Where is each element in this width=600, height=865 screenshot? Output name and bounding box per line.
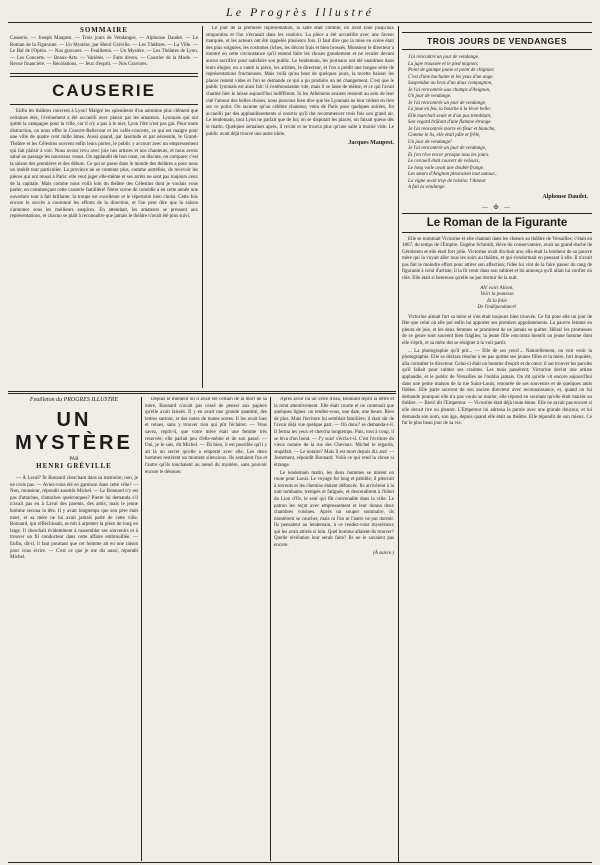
vendanges-title: TROIS JOURS DE VENDANGES (427, 36, 567, 46)
feuilleton-text-2 (145, 397, 267, 476)
feuilleton-rule-top-2 (8, 393, 396, 394)
column-2-upper (206, 26, 394, 388)
poem-line: A fait la vendange. (408, 185, 446, 190)
causerie-heading (10, 76, 198, 105)
poem-stanza (408, 159, 592, 172)
feuilleton-column-1 (10, 397, 138, 861)
poem-line: Le long voile avait une double frange. (408, 165, 485, 171)
figurante-text-3 (402, 349, 592, 428)
poem-line: Et j'en rêve encor presque tous les jours. (408, 152, 490, 158)
masthead-title: Le Progrès Illustré (226, 5, 374, 19)
sommaire-title: SOMMAIRE (79, 26, 129, 34)
column-divider-1 (202, 26, 203, 388)
poem-line: Elle marchait seule et d'un pas tremblant, (408, 113, 492, 119)
causerie-title: CAUSERIE (52, 80, 156, 100)
poem-line: J'ai rencontré un jour de vendange, (408, 55, 480, 60)
feuilleton-paragraph-1: — À Laval? fit Bonnard cherchant dans sa mémoire; non, je ne crois pas. — Aviez-vous été en garnison dans cette ville? — Non, monsieur, répondit aussitôt Michel. — Le Bonnard n'y est pas d'attaches, d'attaches quelconques? Pierre lui demanda s'il n'avait pas eu à Laval des parents, des amis; mais le jeune homme secoua la tête. Il y avait longtemps que son père était mort, et sa mère ne lui avait jamais parlé de cette ville. Bonnard, qui réfléchissait, se mit à arpenter la pièce de long en large. Il cherchait évidemment à rassembler ses souvenirs et à trouver un fil conducteur dans cette affaire embrouillée. — Enfin, dit-il, il faut pourtant que cet homme ait eu une raison pour vous écrire. — C'est ce que je me dis aussi, répondit Michel. (10, 476, 138, 561)
poem-line: Point de guimpe jaune et point de chignon: (408, 68, 495, 73)
feuilleton-divider-2 (270, 397, 271, 861)
sommaire-text: Causerie. — Joseph Maupest. — Trois jours de Vendanges. — Alphonse Daudet. — Le Roman de la Figurante. — Un Mystère, par Henri Gréville. — Les Théâtres. — La Ville. — Le Bal de l'Opéra. — Nos gravures. — Feuilleton. — Un Mystère. — Les Théâtres de Lyon. — Les Concerts. — Beaux-Arts. — Variétés. — Faits divers. — Courrier de la Mode. — Revue financière. — Récréations. — Jeux d'esprit. — Nos Gravures. (10, 36, 198, 68)
vendanges-signature: Alphonse Daudet. (542, 193, 588, 200)
feuilleton-paragraph-2: Depuis le moment où il avait été certain de la mort de sa mère, Bonnard n'avait pas cessé de penser aux papiers qu'elle avait laissés. Il y en avait une grande quantité, des lettres surtout, et des notes de toutes sortes. Il les avait lues et relues, sans y trouver rien qui pût l'éclairer. — Vous savez, reprit-il, que votre mère était une femme très réservée; elle parlait peu d'elle-même et de son passé. — Oui, je le sais, dit Michel. — Eh bien, il est possible qu'il y ait là un secret qu'elle a emporté avec elle. Les deux hommes restèrent un moment silencieux. Ils sentaient l'un et l'autre qu'ils touchaient au nœud du mystère, sans pouvoir encore le dénouer. (145, 397, 267, 475)
vendanges-poem (402, 55, 592, 192)
poem-line: Les sœurs d'Avignon pleuraient tout autour... (408, 172, 498, 177)
poem-line: Suspendue au bras d'un doux compagnon, (408, 81, 493, 86)
poem-line: Son regard brûlant d'une flamme étrange. (408, 120, 492, 125)
poem-stanza (408, 146, 592, 159)
figurante-quote: Ah! voici Alison, Voici la jeunesse Et la folie De l'indépendance! (477, 285, 517, 311)
figurante-heading (402, 213, 592, 233)
feuilleton-text-4 (274, 471, 394, 550)
feuilleton-text-3 (274, 397, 394, 470)
poem-line: Comme le lis, elle était pâle et frêle, (408, 133, 481, 138)
page-bottom-rule (8, 862, 592, 863)
feuilleton-column-3 (274, 397, 394, 861)
feuilleton-rule-top (8, 391, 396, 392)
poem-line: Je l'ai rencontrée un jour de vendange, (408, 146, 487, 151)
figurante-paragraph-2: Victorine aimait fort sa mère et s'en était toujours bien trouvée. Ce fut pour elle un jour de fête que celui où elle put enfin lui apporter ses premiers appointements. La pauvre femme en pleura de joie, et les deux femmes se promirent de ne jamais se quitter. Hélas! les promesses de ce genre sont souvent bien fragiles; la jeune fille rencontra bientôt un jeune homme dont elle s'éprit, et sa mère dut se résigner à la voir partir. (402, 314, 592, 347)
figurante-paragraph-3: ... La photographie qu'il prit... — Elle de ses yeux!... Naturellement, on voit venir la photographie. Elle se déclara résolue à ne pas quitter ses jeunes filles et la mère, fort inquiète, alla consulter le directeur. Celui-ci était un homme d'esprit et de cœur; il sut trouver les paroles qu'il fallait pour calmer ses craintes. Les mois passèrent; Victorine devint une artiste applaudie, et le public de Versailles ne l'oublia jamais. On dit qu'elle vit encore aujourd'hui dans une petite maison de la rue Saint-Louis, entourée de ses souvenirs et de quelques amis fidèles. Elle parle souvent de son ancien directeur avec reconnaissance, et, quand on lui demande pourquoi elle n'a pas voulu se marier, elle répond en souriant qu'elle était mariée au théâtre. — Bien! dit l'Empereur. — Victorine était déjà toute émue. Elle ne savait pas encore si elle devait rire ou pleurer. L'Empereur lui adressa la parole avec une grande douceur, et lui demanda son nom, son âge, depuis quand elle était au théâtre. Elle répondit de son mieux. Ce fut le plus beau jour de sa vie. (402, 348, 592, 427)
poem-line: C'est d'une bachante et les yeux d'un ange. (408, 74, 494, 80)
poem-stanza (408, 172, 592, 192)
feuilleton-continued: (À suivre.) (373, 550, 394, 556)
causerie-continued-paragraph: Le jour de la première représentation, la salle était comble; on avait loué jusqu'aux strapontins et l'on s'écrasait dans les couloirs. La pièce a été accueillie avec une faveur marquée, et les acteurs ont été rappelés plusieurs fois. Il faut dire que la mise en scène était des plus soignées, les costumes riches, les décors frais et bien brossés. Monsieur le directeur a montré en cette circonstance qu'il entend faire les choses grandement et ne reculer devant aucun sacrifice pour satisfaire son public. Le lendemain, les journaux ont été unanimes dans leurs éloges; on a vanté la pièce, les artistes, le directeur, et l'on a prédit une longue série de représentations fructueuses. Mais voilà qu'au bout de quelques jours, la recette baisse; les places restent vides et l'on se demande ce qui a pu produire un tel changement. C'est que le public lyonnais est ainsi fait: il s'enthousiasme vite, mais il se lasse de même, et ce qui l'avait charmé hier le laisse aujourd'hui indifférent. Si les Athéniens avaient ressenti au sein de leur cité l'amour des belles choses, nous pouvons bien dire que les Lyonnais ne leur cèdent en rien sur ce point. On raconte qu'un célèbre chanteur, venu de Paris pour quelques soirées, fut accueilli par des applaudissements si nourris qu'il dut recommencer trois fois son grand air. Le lendemain, tout Lyon ne parlait que de lui; on se disputait les places, on faisait queue dès le matin. Quelques semaines après, il revint et ne trouva plus qu'une salle à moitié vide. Le public avait déjà trouvé une autre idole. (206, 26, 394, 137)
poem-stanza (408, 81, 592, 101)
feuilleton-column-2 (145, 397, 267, 861)
poem-line: Je l'ai rencontrée aux champs d'Avignon, (408, 87, 491, 93)
poem-stanza (408, 101, 592, 127)
feuilleton-label: Feuilleton du PROGRÈS ILLUSTRÉ (29, 397, 119, 403)
feuilleton-divider-1 (141, 397, 142, 861)
poem-line: Le cercueil était couvert de velours, (408, 159, 480, 164)
column-divider-2 (398, 26, 399, 862)
feuilleton-paragraph-4: Le lendemain matin, les deux hommes se mirent en route pour Laval. Le voyage fut long et pénible; il pleuvait à torrents et les chemins étaient défoncés. Ils arrivèrent à la nuit tombante, trempés et fatigués, et descendirent à l'hôtel du Lion d'Or, le seul qui fût convenable dans la ville. Le patron les reçut avec empressement et leur donna deux chambres voisines. Après un souper sommaire, ils montèrent se coucher, mais ni l'un ni l'autre ne put dormir. Ils pensaient au lendemain, à ce rendez-vous mystérieux qui les avait attirés si loin. Quel homme allaient-ils trouver? Quelle révélation leur serait faite? Ils ne le savaient pas encore. (274, 470, 394, 549)
causerie-signature: Jacques Maupest. (348, 140, 394, 147)
poem-line: Je l'ai rencontrée un jour de vendange, (408, 100, 487, 106)
masthead-rule (8, 22, 592, 23)
poem-line: Un jour de vendange! (408, 139, 452, 145)
column-1-upper (10, 26, 198, 388)
masthead (0, 0, 600, 22)
feuilleton-author: HENRI GRÉVILLE (36, 462, 112, 470)
causerie-text (10, 109, 198, 221)
causerie-paragraph: Enfin les théâtres rouvrent à Lyon! Malgré les splendeurs d'un automne plus clément que certaines étés, l'événement a été accueilli avec plaisir par les amateurs. Lyonnais qui ont quitté la campagne pour la ville, car il n'y a pas à le nier, Lyon l'été n'est pas gai. Pour toute distraction, on nous offre le Concert-Bellecour et les cafés-concerts, ce qui est maigre pour une ville de quatre cent mille âmes. Aussi quand, par lassitude et par nécessité, le Grand-Théâtre et les Célestins ouvrent enfin leurs portes, le public y accourt avec un empressement qui fait plaisir à voir. Nous avons revu avec joie nos artistes et nos chanteurs, et nous avons salué au passage les nouveaux venus. On applaudit de bon cœur, on discute, on compare; c'est la saison des premières et des débuts. Ce qui se passe dans le monde des théâtres a pour nous un intérêt tout particulier. La province ne se contente plus, comme autrefois, de recevoir les pièces qui ont réussi à Paris: elle veut juger elle-même et ses arrêts ne sont pas toujours ceux de la capitale. Mais comme nous voilà loin du théâtre des Célestins dont je voulais vous parler, en commençant cette causerie familière! Notre scène de comédie a en cette année une ouverture tout à fait brillante; la troupe est excellente et le répertoire bien choisi. Cette fois encore le succès a couronné les efforts de la direction, et l'on peut dire que la saison s'annonce sous les meilleurs auspices. En attendant, les amateurs se pressent aux représentations, et chacun se plaît à reconnaître que jamais le théâtre n'avait été plus suivi. (10, 108, 198, 220)
figurante-title: Le Roman de la Figurante (426, 216, 568, 229)
causerie-continued (206, 26, 394, 138)
poem-line: Un jour de vendange. (408, 94, 452, 99)
poem-stanza (408, 55, 592, 81)
vendanges-heading (402, 32, 592, 50)
figurante-ornament: — ✠ — (481, 204, 513, 211)
feuilleton-paragraph-3: Après avoir bu un verre d'eau, Bonnard reprit la lettre et la relut attentivement. Elle était courte et ne contenait que quelques lignes: un rendez-vous, une date, une heure. Rien de plus. Mais l'écriture lui semblait familière; il était sûr de l'avoir déjà vue quelque part. — Où donc? se demanda-t-il. Il ferma les yeux et chercha longtemps. Puis, tout à coup, il se leva d'un bond. — J'y suis! s'écria-t-il. C'est l'écriture du vieux notaire de la rue des Chevaux. Michel le regarda, stupéfait. — Le notaire? Mais il est mort depuis dix ans! — Justement, répondit Bonnard. Voilà ce qui rend la chose si étrange. (274, 397, 394, 468)
poem-stanza (408, 127, 592, 147)
poem-line: La vigne avait trop de raisins: l'Amour (408, 178, 486, 184)
poem-line: Je l'ai rencontrée morte en fleur et blanche, (408, 126, 496, 132)
column-3 (402, 26, 592, 862)
figurante-text (402, 237, 592, 283)
poem-line: La joue en feu, la bouche à la lèvre belle; (408, 107, 492, 112)
poem-line: La jupe troussée et le pied mignon; (408, 61, 479, 67)
feuilleton-by: PAR (69, 457, 79, 462)
figurante-text-2 (402, 315, 592, 348)
feuilleton-text-1 (10, 476, 138, 562)
feuilleton-title: UN MYSTÈRE (15, 409, 133, 454)
figurante-paragraph-1: Elle se nommait Victorine et elle chantait dans les chœurs au théâtre de Versailles; c'était en 1867, du temps de l'Empire. Eugène Schmidt, élève du conservatoire, avait un grand-duché de Gérolstein et elle était fort jolie. Victorine avait dix-huit ans; elle était la bonheur de sa pauvre mère qui la voyait aller tous les soirs au théâtre, et qui s'endormait en pensant à elle. Il n'avait pas fait le moindre effort pour attirer son affection; l'idée lui vint de la faire passer du rang de figurante à celui d'artiste; il la fit venir dans son cabinet et lui annonça qu'il allait lui confier un rôle. Elle était si heureuse qu'elle ne put dormir de la nuit. (402, 236, 592, 282)
